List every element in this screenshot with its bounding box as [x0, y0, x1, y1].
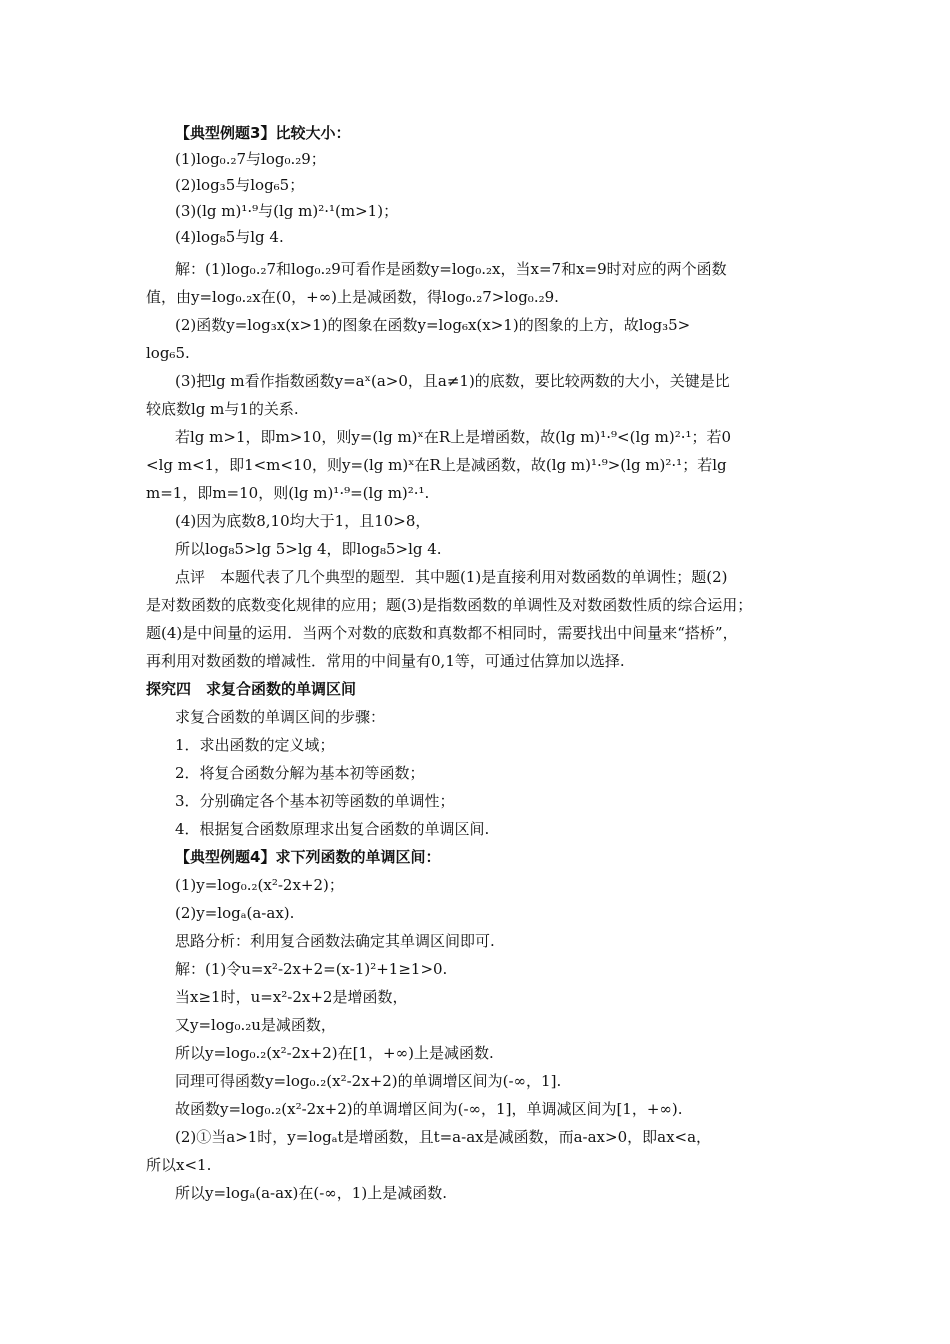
analysis-line: 思路分析：利用复合函数法确定其单调区间即可.	[175, 932, 495, 950]
text-line: m=1，即m=10，则(lg m)¹·⁹=(lg m)²·¹.	[146, 484, 430, 502]
text-line: (1)log₀.₂7与log₀.₂9；	[175, 150, 326, 168]
text-line: (3)(lg m)¹·⁹与(lg m)²·¹(m>1)；	[175, 202, 399, 220]
text-line: 当x≥1时，u=x²-2x+2是增函数，	[175, 988, 408, 1006]
text-line: 所以x<1.	[146, 1156, 212, 1174]
text-line: (2)log₃5与log₆5；	[175, 176, 305, 194]
text-line: <lg m<1，即1<m<10，则y=(lg m)ˣ在R上是减函数，故(lg m)¹·⁹>(lg m)²·¹；若lg	[146, 456, 727, 474]
text-line: 故函数y=log₀.₂(x²-2x+2)的单调增区间为(-∞，1]，单调减区间为[1，+∞).	[175, 1100, 683, 1118]
step-item: 3．分别确定各个基本初等函数的单调性；	[175, 792, 455, 810]
text-line: (2)①当a>1时，y=logₐt是增函数，且t=a-ax是减函数，而a-ax>0，即ax<a，	[175, 1128, 712, 1146]
text-line: 解：(1)令u=x²-2x+2=(x-1)²+1≥1>0.	[175, 960, 448, 978]
text-line: 求复合函数的单调区间的步骤：	[175, 708, 386, 726]
text-line: 若lg m>1，即m>10，则y=(lg m)ˣ在R上是增函数，故(lg m)¹·⁹<(lg m)²·¹；若0	[175, 428, 732, 446]
text-line: 所以y=logₐ(a-ax)在(-∞，1)上是减函数.	[175, 1184, 447, 1202]
text-line: 题(4)是中间量的运用．当两个对数的底数和真数都不相同时，需要找出中间量来“搭桥”，	[146, 624, 738, 642]
text-line: (2)函数y=log₃x(x>1)的图象在函数y=log₆x(x>1)的图象的上方，故log₃5>	[175, 316, 691, 334]
comment-line: 点评 本题代表了几个典型的题型．其中题(1)是直接利用对数函数的单调性；题(2)	[175, 568, 728, 586]
text-line: 值，由y=log₀.₂x在(0，+∞)上是减函数，得log₀.₂7>log₀.₂9.	[146, 288, 559, 306]
text-line: 解：(1)log₀.₂7和log₀.₂9可看作是函数y=log₀.₂x，当x=7和x=9时对应的两个函数	[175, 260, 727, 278]
text-line: (4)因为底数8,10均大于1，且10>8，	[175, 512, 431, 530]
text-line: 较底数lg m与1的关系.	[146, 400, 299, 418]
text-line: (4)log₈5与lg 4.	[175, 228, 284, 246]
step-item: 1．求出函数的定义域；	[175, 736, 335, 754]
section-heading: 探究四 求复合函数的单调区间	[146, 680, 357, 698]
text-line: 所以log₈5>lg 5>lg 4，即log₈5>lg 4.	[175, 540, 442, 558]
example-4-heading: 【典型例题4】求下列函数的单调区间：	[175, 848, 441, 866]
example-3-heading: 【典型例题3】比较大小：	[175, 124, 351, 142]
text-line: 同理可得函数y=log₀.₂(x²-2x+2)的单调增区间为(-∞，1].	[175, 1072, 562, 1090]
text-line: 是对数函数的底数变化规律的应用；题(3)是指数函数的单调性及对数函数性质的综合运用；	[146, 596, 753, 614]
text-line: (2)y=logₐ(a-ax).	[175, 904, 295, 922]
step-item: 4．根据复合函数原理求出复合函数的单调区间.	[175, 820, 490, 838]
text-line: (1)y=log₀.₂(x²-2x+2)；	[175, 876, 344, 894]
text-line: 再利用对数函数的增减性．常用的中间量有0,1等，可通过估算加以选择.	[146, 652, 625, 670]
text-line: 所以y=log₀.₂(x²-2x+2)在[1，+∞)上是减函数.	[175, 1044, 494, 1062]
text-line: log₆5.	[146, 344, 190, 362]
step-item: 2．将复合函数分解为基本初等函数；	[175, 764, 425, 782]
text-line: (3)把lg m看作指数函数y=aˣ(a>0，且a≠1)的底数，要比较两数的大小，关键是比	[175, 372, 730, 390]
text-line: 又y=log₀.₂u是减函数，	[175, 1016, 336, 1034]
